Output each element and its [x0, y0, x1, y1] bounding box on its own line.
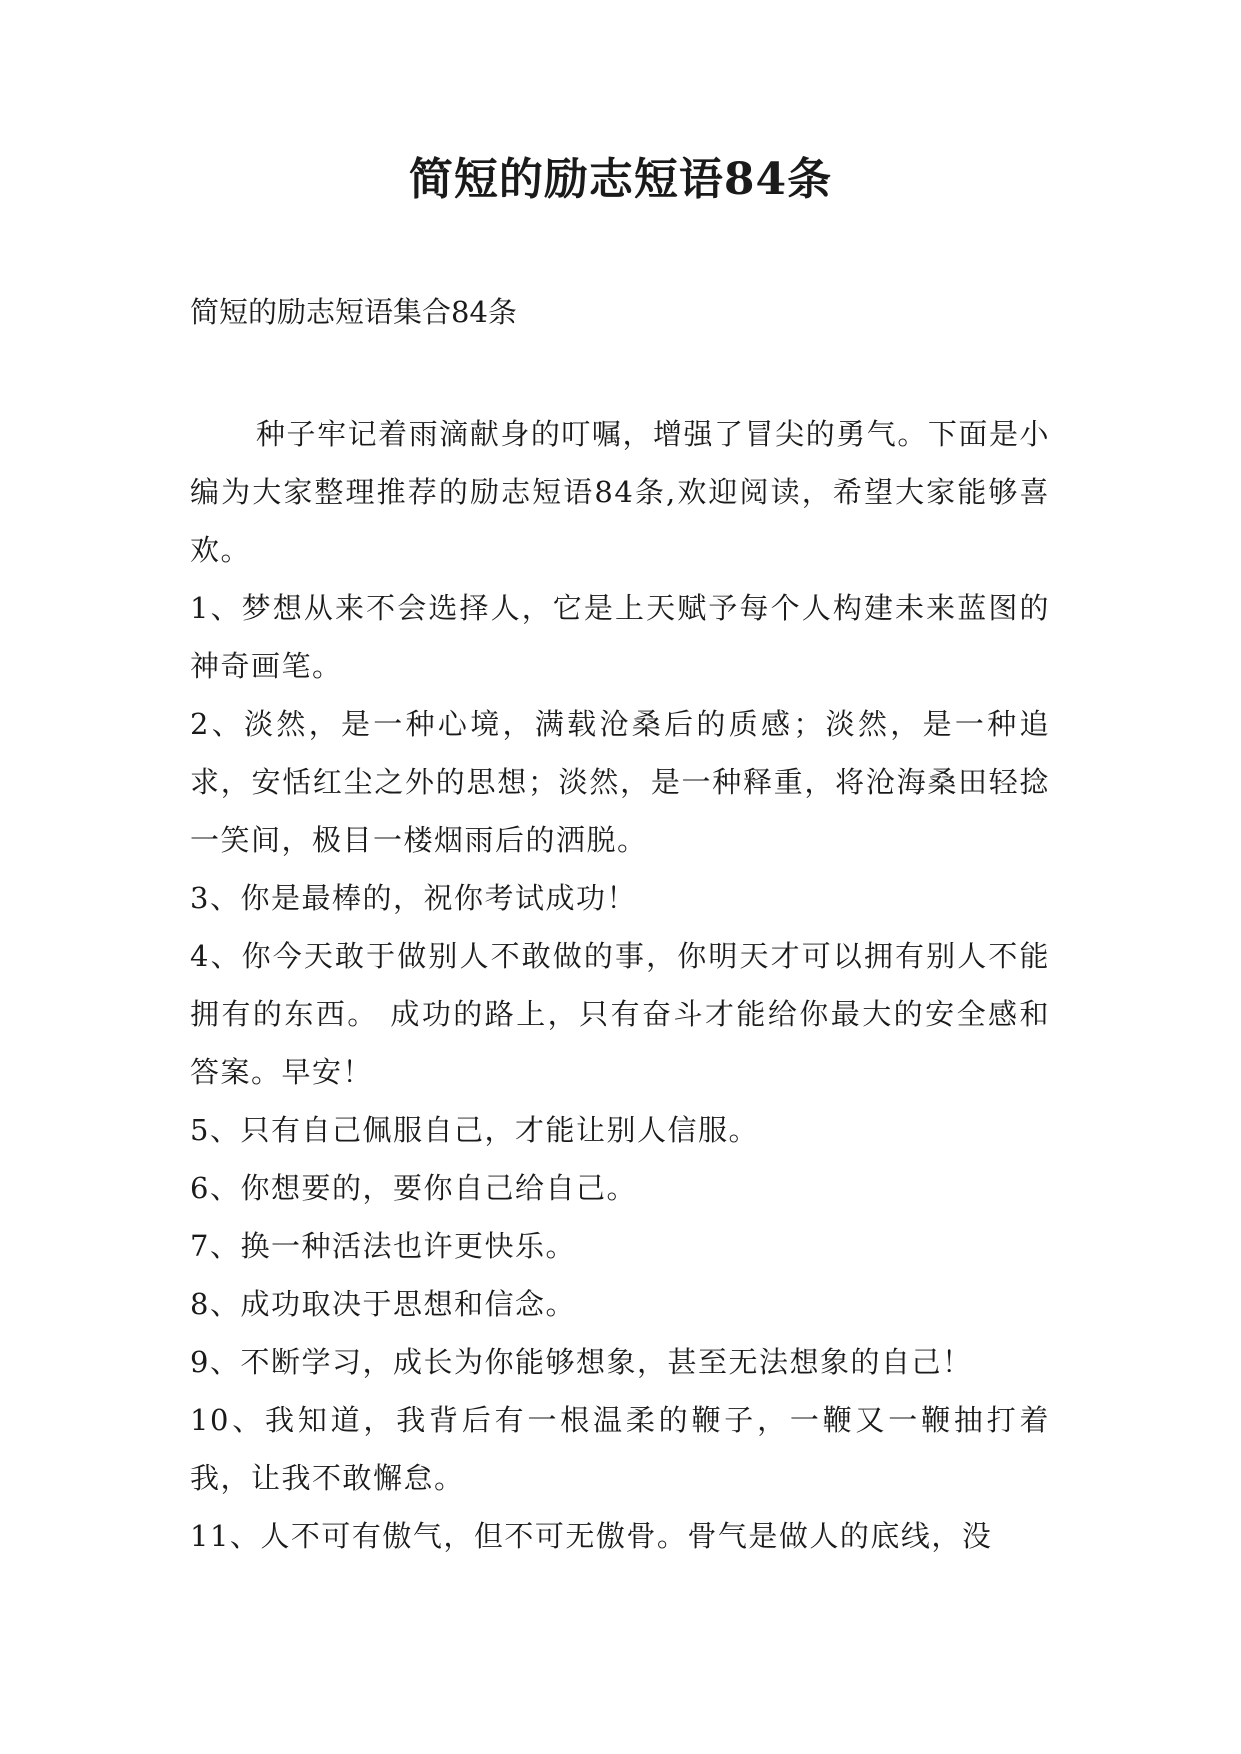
list-item: 3、你是最棒的，祝你考试成功！ — [190, 881, 637, 915]
list-item: 8、成功取决于思想和信念。 — [190, 1287, 576, 1321]
list-item: 7、换一种活法也许更快乐。 — [190, 1229, 576, 1263]
document-title: 简短的励志短语84条 — [408, 154, 833, 205]
list-item: 4、你今天敢于做别人不敢做的事，你明天才可以拥有别人不能拥有的东西。 成功的路上，只有奋斗才能给你最大的安全感和答案。早安！ — [190, 939, 1050, 1089]
list-item: 9、不断学习，成长为你能够想象，甚至无法想象的自己！ — [190, 1345, 973, 1379]
intro-paragraph: 种子牢记着雨滴献身的叮嘱，增强了冒尖的勇气。下面是小编为大家整理推荐的励志短语84条,欢迎阅读，希望大家能够喜欢。 — [190, 417, 1050, 567]
document-subtitle: 简短的励志短语集合84条 — [190, 295, 517, 329]
list-item: 1、梦想从来不会选择人，它是上天赋予每个人构建未来蓝图的神奇画笔。 — [190, 591, 1050, 683]
list-item: 5、只有自己佩服自己，才能让别人信服。 — [190, 1113, 759, 1147]
list-item: 10、我知道，我背后有一根温柔的鞭子，一鞭又一鞭抽打着我，让我不敢懈怠。 — [190, 1403, 1050, 1495]
document-body — [190, 405, 1050, 1565]
list-item: 2、淡然，是一种心境，满载沧桑后的质感；淡然，是一种追求，安恬红尘之外的思想；淡然，是一种释重，将沧海桑田轻捻一笑间，极目一楼烟雨后的洒脱。 — [190, 707, 1050, 857]
list-item: 11、人不可有傲气，但不可无傲骨。骨气是做人的底线，没 — [190, 1519, 993, 1553]
list-item: 6、你想要的，要你自己给自己。 — [190, 1171, 637, 1205]
